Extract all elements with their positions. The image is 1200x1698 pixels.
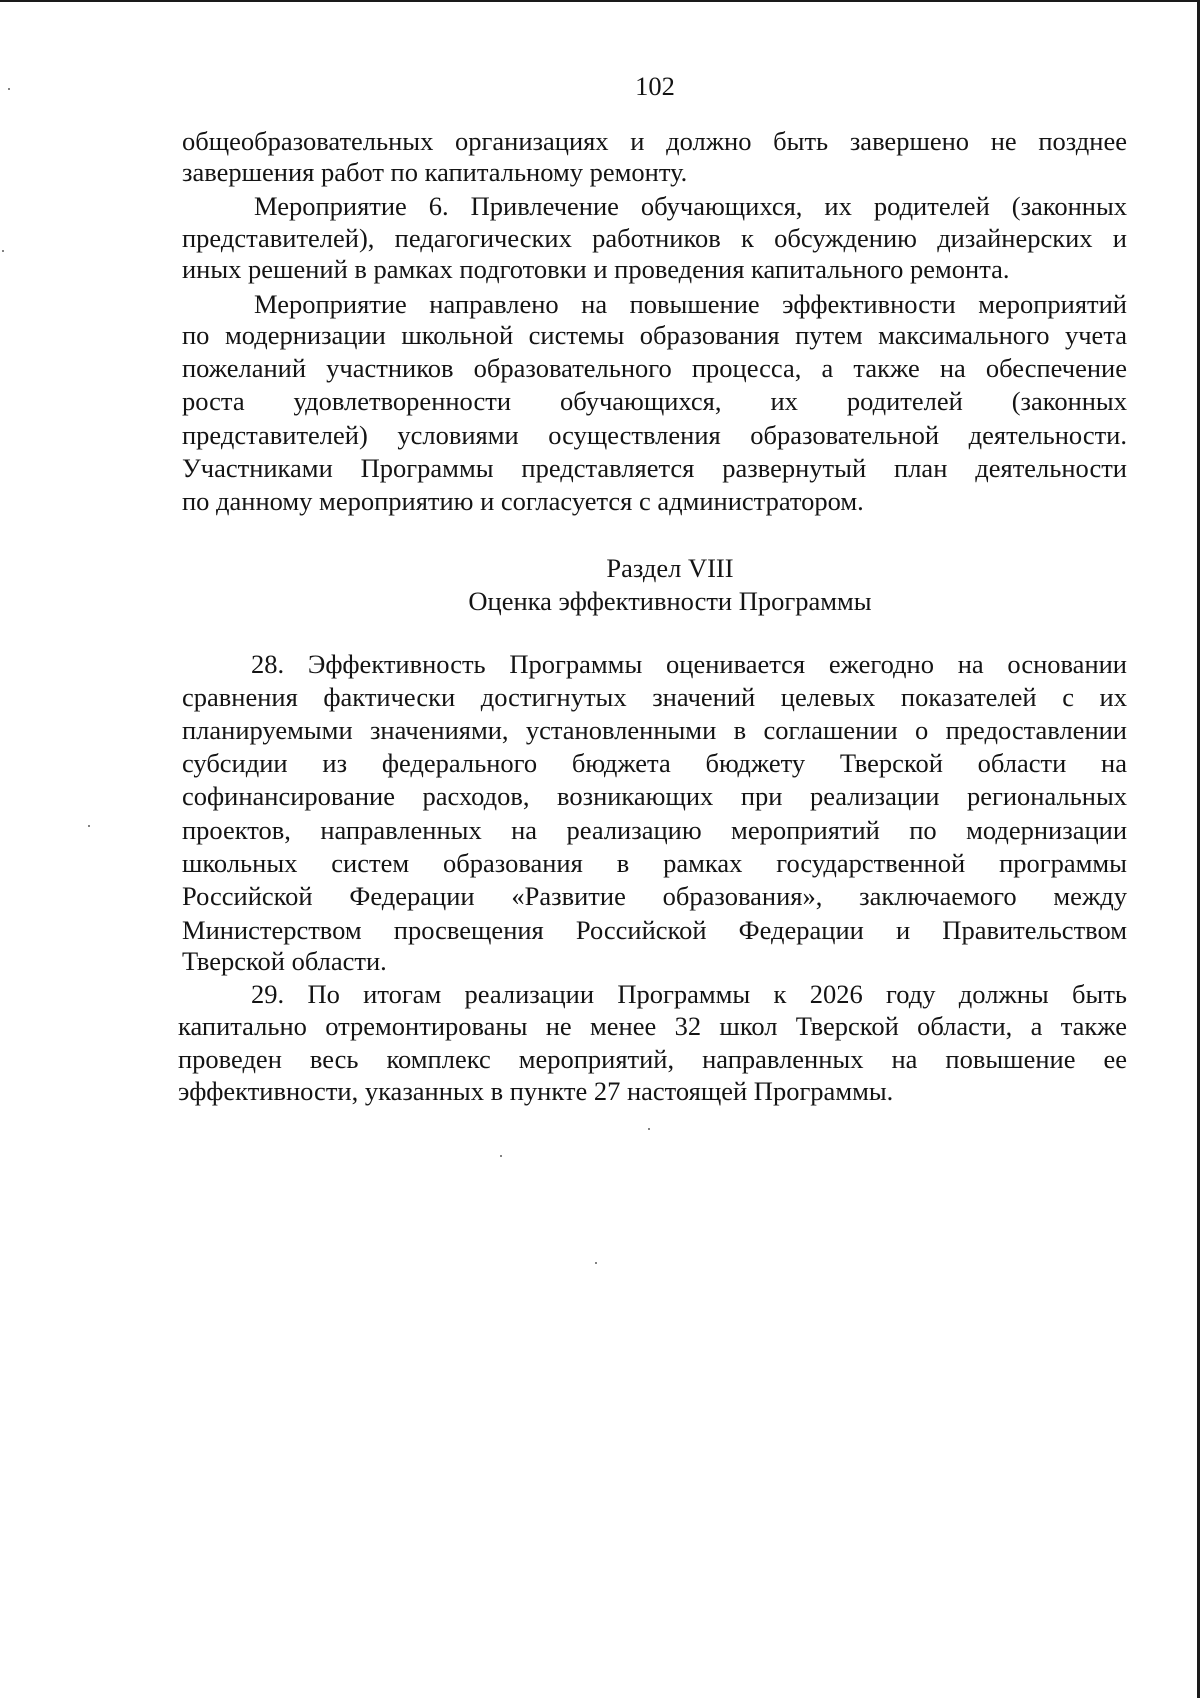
text-line: Министерством просвещения Российской Федерации и Правительством (182, 915, 1127, 945)
text-line: представителей) условиями осуществления образовательной деятельности. (182, 420, 1127, 450)
text-line: по данному мероприятию и согласуется с администратором. (182, 486, 864, 516)
text-line: субсидии из федерального бюджета бюджету Тверской области на (182, 748, 1127, 778)
text-line: капитально отремонтированы не менее 32 школ Тверской области, а также (178, 1011, 1127, 1041)
section-number: Раздел VIII (606, 553, 734, 583)
text-line: софинансирование расходов, возникающих при реализации региональных (182, 781, 1127, 811)
text-line: Участниками Программы представляется развернутый план деятельности (182, 453, 1127, 483)
text-line: завершения работ по капитальному ремонту. (182, 157, 688, 187)
scan-speck (500, 1155, 502, 1157)
scan-speck (88, 825, 90, 827)
text-line: роста удовлетворенности обучающихся, их родителей (законных (182, 386, 1127, 416)
text-line: представителей), педагогических работников к обсуждению дизайнерских и (182, 223, 1127, 253)
text-line: пожеланий участников образовательного процесса, а также на обеспечение (182, 353, 1127, 383)
text-line: по модернизации школьной системы образования путем максимального учета (182, 320, 1127, 350)
text-line: иных решений в рамках подготовки и проведения капитального ремонта. (182, 254, 1010, 284)
text-line: сравнения фактически достигнутых значений целевых показателей с их (182, 682, 1127, 712)
text-line: 29. По итогам реализации Программы к 2026 году должны быть (251, 979, 1127, 1009)
text-line: проектов, направленных на реализацию мероприятий по модернизации (182, 815, 1127, 845)
text-line: планируемыми значениями, установленными в соглашении о предоставлении (182, 715, 1127, 745)
text-line: Тверской области. (182, 946, 387, 976)
text-line: проведен весь комплекс мероприятий, направленных на повышение ее (178, 1044, 1127, 1074)
text-line: Российской Федерации «Развитие образования», заключаемого между (182, 881, 1127, 911)
scan-top-border (0, 0, 1200, 2)
text-line: 28. Эффективность Программы оценивается ежегодно на основании (251, 649, 1127, 679)
text-line: Мероприятие 6. Привлечение обучающихся, их родителей (законных (254, 191, 1127, 221)
text-line: Мероприятие направлено на повышение эффективности мероприятий (254, 289, 1127, 319)
section-title: Оценка эффективности Программы (468, 586, 872, 616)
scan-speck (8, 88, 10, 90)
text-line: школьных систем образования в рамках государственной программы (182, 848, 1127, 878)
page-number: 102 (635, 71, 675, 101)
scan-speck (595, 1262, 597, 1264)
scan-speck (2, 250, 4, 252)
text-line: общеобразовательных организациях и должно быть завершено не позднее (182, 126, 1127, 156)
scan-speck (648, 1128, 650, 1130)
text-line: эффективности, указанных в пункте 27 настоящей Программы. (178, 1076, 894, 1106)
